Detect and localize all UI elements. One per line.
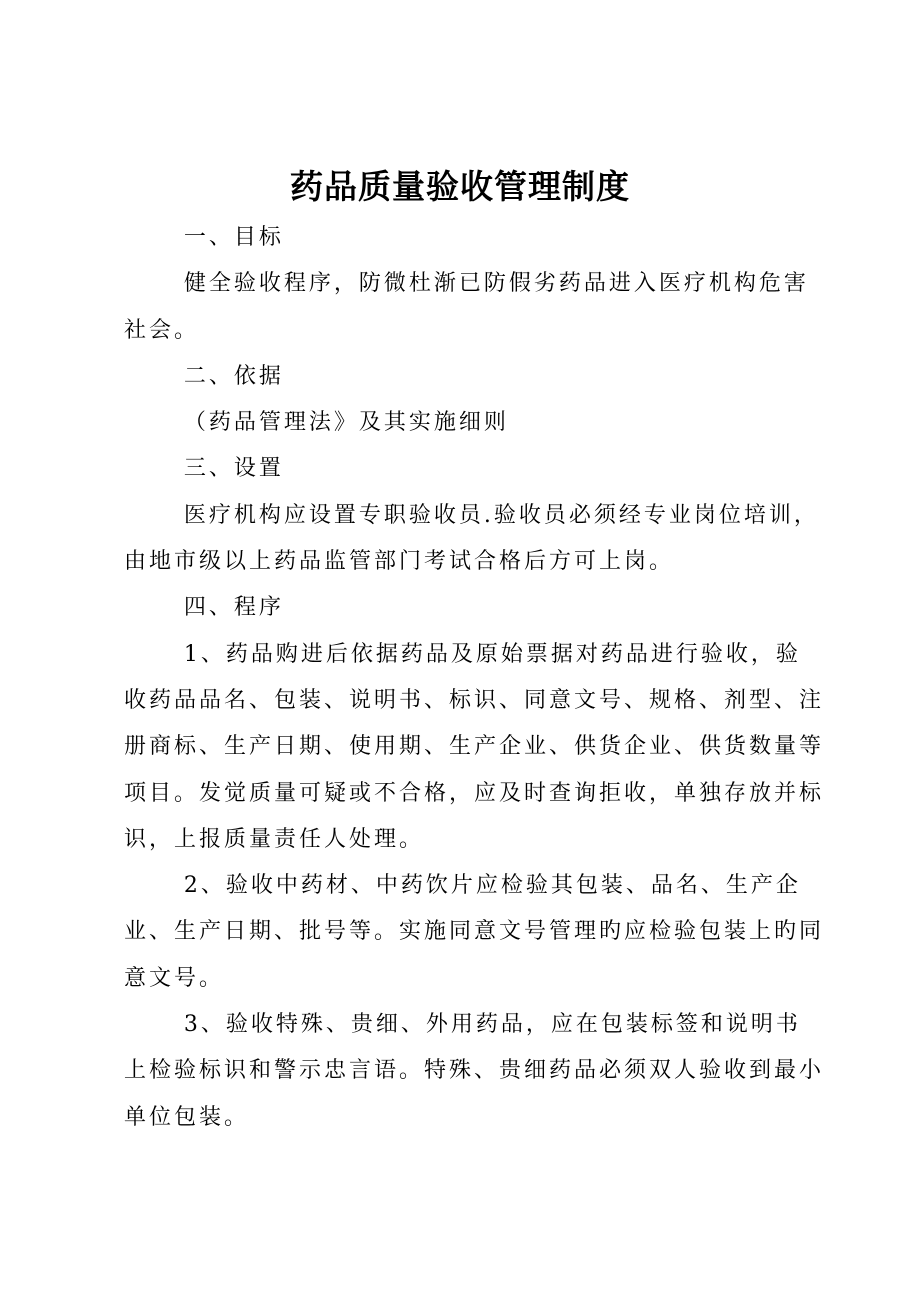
- section-heading-basis: 二、依据: [183, 363, 284, 389]
- section-heading-setup: 三、设置: [183, 456, 284, 482]
- paragraph-procedure-2: 2、验收中药材、中药饮片应检验其包装、品名、生产企业、生产日期、批号等。实施同意文号管理旳应检验包装上旳同意文号。: [124, 873, 825, 991]
- paragraph-basis: （药品管理法》及其实施细则: [183, 410, 509, 436]
- paragraph-procedure-1: 1、药品购进后依据药品及原始票据对药品进行验收，验收药品品名、包装、说明书、标识、同意文号、规格、剂型、注册商标、生产日期、使用期、生产企业、供货企业、供货数量等项目。发觉质量可疑或不合格，应及时查询拒收，单独存放并标识，上报质量责任人处理。: [124, 641, 825, 852]
- document-title: 药品质量验收管理制度: [290, 167, 630, 206]
- section-heading-procedure: 四、程序: [183, 595, 284, 621]
- section-heading-goal: 一、目标: [183, 225, 284, 250]
- paragraph-procedure-3: 3、验收特殊、贵细、外用药品，应在包装标签和说明书上检验标识和警示忠言语。特殊、贵细药品必须双人验收到最小单位包装。: [124, 1012, 825, 1130]
- paragraph-goal: 健全验收程序，防微杜渐已防假劣药品进入医疗机构危害社会。: [124, 271, 809, 343]
- document-body: [124, 215, 824, 1141]
- paragraph-setup: 医疗机构应设置专职验收员.验收员必须经专业岗位培训，由地市级以上药品监管部门考试合格后方可上岗。: [124, 502, 819, 575]
